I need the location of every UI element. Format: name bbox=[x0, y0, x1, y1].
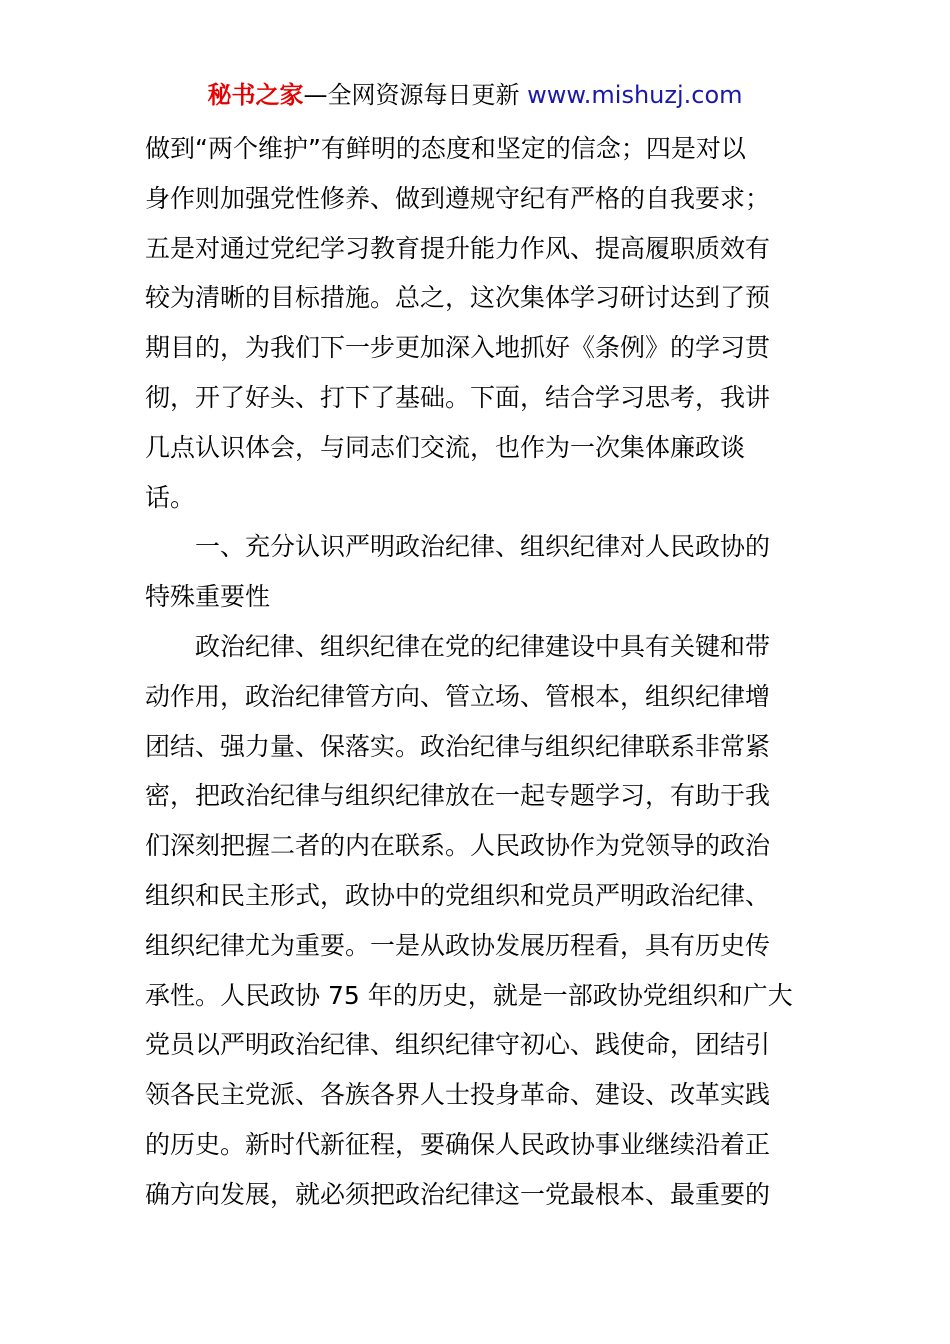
body-line: 团结、强力量、保落实。政治纪律与组织纪律联系非常紧 bbox=[145, 731, 771, 761]
body-line: 组织和民主形式，政协中的党组织和党员严明政治纪律、 bbox=[145, 880, 771, 910]
site-header bbox=[0, 78, 950, 112]
body-line: 做到“两个维护”有鲜明的态度和坚定的信念；四是对以 bbox=[145, 134, 746, 163]
body-line: 领各民主党派、各族各界人士投身革命、建设、改革实践 bbox=[145, 1080, 771, 1110]
section-heading-line: 特殊重要性 bbox=[145, 582, 271, 612]
body-line: 党员以严明政治纪律、组织纪律守初心、践使命，团结引 bbox=[145, 1030, 771, 1060]
site-url: www.mishuzj.com bbox=[527, 81, 743, 109]
body-line: 几点认识体会，与同志们交流，也作为一次集体廉政谈 bbox=[145, 432, 746, 462]
body-line: 身作则加强党性修养、做到遵规守纪有严格的自我要求； bbox=[145, 183, 771, 213]
body-line: 政治纪律、组织纪律在党的纪律建设中具有关键和带 bbox=[195, 631, 771, 661]
body-line: 动作用，政治纪律管方向、管立场、管根本，组织纪律增 bbox=[145, 681, 771, 711]
body-line: 组织纪律尤为重要。一是从政协发展历程看，具有历史传 bbox=[145, 930, 771, 960]
body-line: 五是对通过党纪学习教育提升能力作风、提高履职质效有 bbox=[145, 233, 771, 263]
body-line: 期目的，为我们下一步更加深入地抓好《条例》的学习贯 bbox=[145, 333, 771, 363]
header-tagline: —全网资源每日更新 bbox=[303, 81, 520, 109]
body-line: 们深刻把握二者的内在联系。人民政协作为党领导的政治 bbox=[145, 831, 771, 861]
body-line: 密，把政治纪律与组织纪律放在一起专题学习，有助于我 bbox=[145, 781, 771, 811]
body-line: 彻，开了好头、打下了基础。下面，结合学习思考，我讲 bbox=[145, 382, 771, 412]
body-line: 较为清晰的目标措施。总之，这次集体学习研讨达到了预 bbox=[145, 283, 771, 313]
brand-name: 秘书之家 bbox=[207, 81, 304, 109]
body-line: 承性。人民政协 75 年的历史，就是一部政协党组织和广大 bbox=[145, 980, 793, 1010]
body-line: 话。 bbox=[145, 482, 196, 512]
body-line: 确方向发展，就必须把政治纪律这一党最根本、最重要的 bbox=[145, 1179, 771, 1209]
section-heading-line: 一、充分认识严明政治纪律、组织纪律对人民政协的 bbox=[195, 532, 771, 562]
document-body bbox=[145, 124, 805, 1220]
body-line: 的历史。新时代新征程，要确保人民政协事业继续沿着正 bbox=[145, 1129, 771, 1159]
